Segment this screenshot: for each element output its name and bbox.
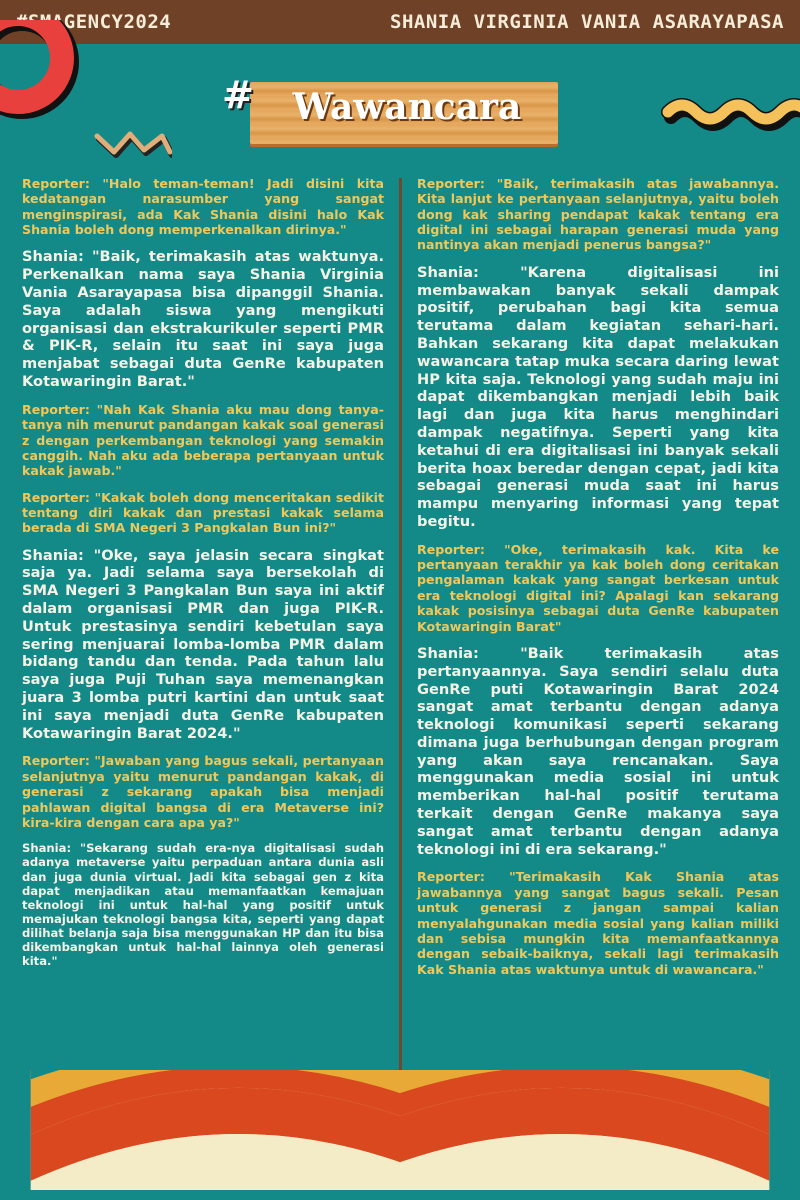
reporter-question: Reporter: "Halo teman-teman! Jadi disini kita kedatangan narasumber yang sangat menginspirasi, ada Kak Shania disini halo Kak Shania boleh dong memperkenalkan dirinya." (22, 176, 384, 238)
reporter-question: Reporter: "Terimakasih Kak Shania atas jawabannya yang sangat bagus sekali. Pesan untuk generasi z jangan sampai kalian menyalahgunakan media sosial yang kalian miliki dan sebisa mungkin kita memanfaatkannya dengan sebaik-baiknya, sekali lagi terimakasih Kak Shania atas waktunya untuk di wawancara." (417, 869, 779, 977)
shania-answer: Shania: "Baik, terimakasih atas waktunya. Perkenalkan nama saya Shania Virginia Vania Asarayapasa bisa dipanggil Shania. Saya adalah siswa yang mengikuti organisasi dan ekstrakurikuler seperti PMR & PIK-R, selain itu saat ini saya juga menjabat sebagai duta GenRe kabupaten Kotawaringin Barat." (22, 248, 384, 391)
title-banner (222, 72, 572, 146)
zigzag-icon (92, 124, 172, 160)
shania-answer: Shania: "Baik terimakasih atas pertanyaannya. Saya sendiri selalu duta GenRe puti Kotawaringin Barat 2024 sangat amat terbantu dengan adanya teknologi komunikasi seperti sekarang dimana juga berhubungan dengan program yang akan saya rencanakan. Saya menggunakan media sosial ini untuk memberikan hal-hal positif terutama terkait dengan GenRe makanya saya sangat amat terbantu dengan adanya teknologi ini di era sekarang." (417, 644, 779, 858)
reporter-question: Reporter: "Baik, terimakasih atas jawabannya. Kita lanjut ke pertanyaan selanjutnya, yaitu boleh dong kak sharing pendapat kakak tentang era digital ini sebagai harapan generasi muda yang nantinya akan menjadi penerus bangsa?" (417, 176, 779, 253)
title-hash: # (222, 72, 254, 117)
column-divider (399, 178, 402, 1078)
reporter-question: Reporter: "Jawaban yang bagus sekali, pertanyaan selanjutnya yaitu menurut pandangan kakak, di generasi z sekarang apakah bisa menjadi pahlawan digital bangsa di era Metaverse ini? kira-kira dengan cara apa ya?" (22, 753, 384, 830)
bottom-wave-decoration (0, 1070, 800, 1190)
right-column (417, 176, 779, 988)
shania-answer: Shania: "Sekarang sudah era-nya digitalisasi sudah adanya metaverse yaitu perpaduan antara dunia asli dan juga dunia virtual. Jadi kita sebagai gen z kita dapat menjadikan atau memanfaatkan kemajuan teknologi ini untuk hal-hal yang positif untuk memajukan teknologi bangsa kita, seperti yang dapat dilihat belanja saja bisa menggunakan HP dan itu bisa dikembangkan untuk hal-hal lainnya oleh generasi kita." (22, 841, 384, 969)
page-title: Wawancara (292, 86, 522, 128)
author-name: SHANIA VIRGINIA VANIA ASARAYAPASA (390, 11, 784, 33)
reporter-question: Reporter: "Nah Kak Shania aku mau dong tanya-tanya nih menurut pandangan kakak soal generasi z dengan perkembangan teknologi yang semakin canggih. Nah aku ada beberapa pertanyaan untuk kakak jawab." (22, 401, 384, 479)
left-column (22, 176, 384, 980)
header-bar (0, 0, 800, 44)
squiggle-icon (660, 92, 800, 142)
hashtag-label: #SMAGENCY2024 (16, 11, 172, 33)
red-ring-icon (0, 20, 90, 135)
reporter-question: Reporter: "Kakak boleh dong menceritakan sedikit tentang diri kakak dan prestasi kakak selama berada di SMA Negeri 3 Pangkalan Bun ini?" (22, 489, 384, 536)
shania-answer: Shania: "Karena digitalisasi ini membawakan banyak sekali dampak positif, perubahan bagi kita semua terutama dalam kegiatan sehari-hari. Bahkan sekarang kita dapat melakukan wawancara tatap muka secara daring lewat HP kita saja. Teknologi yang sudah maju ini dapat dikembangkan menjadi lebih baik lagi dan juga kita harus menghindari dampak negatifnya. Seperti yang kita ketahui di era digitalisasi ini banyak sekali berita hoax beredar dengan cepat, jadi kita sebagai generasi muda saat ini harus mampu menyaring informasi yang tepat begitu. (417, 263, 779, 530)
shania-answer: Shania: "Oke, saya jelasin secara singkat saja ya. Jadi selama saya bersekolah di SMA Negeri 3 Pangkalan Bun saya ini aktif dalam organisasi PMR dan juga PIK-R. Untuk prestasinya sendiri kebetulan saya sering menjuarai lomba-lomba PMR dalam bidang tandu dan tenda. Pada tahun lalu saya juga Puji Tuhan saya memenangkan juara 3 lomba putri kartini dan untuk saat ini saya menjadi duta GenRe kabupaten Kotawaringin Barat 2024." (22, 546, 384, 742)
reporter-question: Reporter: "Oke, terimakasih kak. Kita ke pertanyaan terakhir ya kak boleh dong ceritakan pengalaman kakak yang sangat berkesan untuk era teknologi digital ini? Apalagi kan sekarang kakak posisinya sebagai duta GenRe kabupaten Kotawaringin Barat" (417, 541, 779, 634)
